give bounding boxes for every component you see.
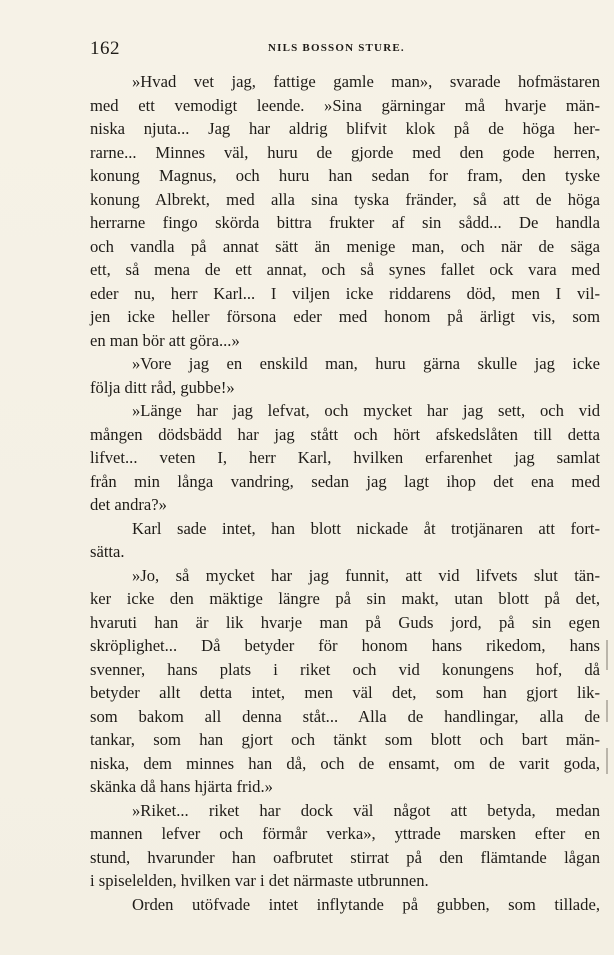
page-header [90, 38, 600, 60]
text-line: »Hvad vet jag, fattige gamle man», svarade hofmästaren [132, 72, 600, 91]
text-line: i spiselelden, hvilken var i det närmaste utbrunnen. [90, 871, 429, 890]
text-line: skänka då hans hjärta frid.» [90, 777, 273, 796]
text-line: mången dödsbädd har jag stått och hört afskedslåten till detta [90, 424, 600, 444]
body-text [90, 70, 600, 916]
text-line: Karl sade intet, han blott nickade åt trotjänaren att fort- [132, 518, 600, 538]
text-line: »Jo, så mycket har jag funnit, att vid lifvets slut tän- [132, 565, 600, 585]
text-line: »Riket... riket har dock väl något att betyda, medan [132, 800, 600, 820]
text-line: konung Albrekt, med alla sina tyska fränder, så att de höga [90, 189, 600, 209]
text-line: och vandla på annat sätt än menige man, och när de säga [90, 236, 600, 256]
page-number: 162 [90, 38, 120, 59]
text-line: lifvet... veten I, herr Karl, hvilken erfarenhet jag samlat [90, 448, 600, 467]
text-line: stund, hvarunder han oafbrutet stirrat på den flämtande lågan [90, 847, 600, 867]
text-line: det andra?» [90, 495, 167, 514]
text-line: »Vore jag en enskild man, huru gärna skulle jag icke [132, 354, 600, 373]
text-line: Orden utöfvade intet inflytande på gubben, som tillade, [132, 894, 600, 914]
text-line: konung Magnus, och huru han sedan for fram, den tyske [90, 166, 600, 185]
text-line: jen icke heller försona eder med honom på ärligt vis, som [90, 307, 600, 326]
text-line: herrarne fingo skörda bittra frukter af sin sådd... De handla [90, 213, 600, 232]
running-title: NILS BOSSON STURE. [268, 42, 405, 54]
text-line: hvaruti han är lik hvarje man på Guds jord, på sin egen [90, 612, 600, 632]
text-line: skröplighet... Då betyder för honom hans rikedom, hans [90, 636, 600, 655]
text-line: från min långa vandring, sedan jag lagt ihop det ena med [90, 471, 600, 491]
page-edge-mark [606, 748, 608, 774]
page-edge-mark [606, 640, 608, 670]
text-line: svenner, hans plats i riket och vid konungens hof, då [90, 659, 600, 679]
text-line: rarne... Minnes väl, huru de gjorde med den gode herren, [90, 142, 600, 162]
text-line: mannen lefver och förmår verka», yttrade marsken efter en [90, 824, 600, 843]
text-line: en man bör att göra...» [90, 330, 240, 350]
text-line: niska njuta... Jag har aldrig blifvit klok på de höga her- [90, 119, 600, 138]
text-line: betyder allt detta intet, men väl det, som han gjort lik- [90, 683, 600, 702]
text-line: som bakom all denna ståt... Alla de handlingar, alla de [90, 706, 600, 726]
page-edge-mark [606, 700, 608, 722]
text-line: tankar, som han gjort och tänkt som blott och bart män- [90, 730, 600, 749]
text-line: niska, dem minnes han då, och de ensamt, om de varit goda, [90, 753, 600, 773]
text-line: sätta. [90, 542, 125, 561]
text-line: följa ditt råd, gubbe!» [90, 377, 235, 397]
text-line: ker icke den mäktige längre på sin makt, utan blott på det, [90, 589, 600, 608]
text-line: ett, så mena de ett annat, och så synes fallet ock vara med [90, 260, 600, 279]
text-line: eder nu, herr Karl... I viljen icke riddarens död, men I vil- [90, 283, 600, 303]
text-line: med ett vemodigt leende. »Sina gärningar må hvarje män- [90, 95, 600, 115]
text-line: »Länge har jag lefvat, och mycket har jag sett, och vid [132, 401, 600, 420]
